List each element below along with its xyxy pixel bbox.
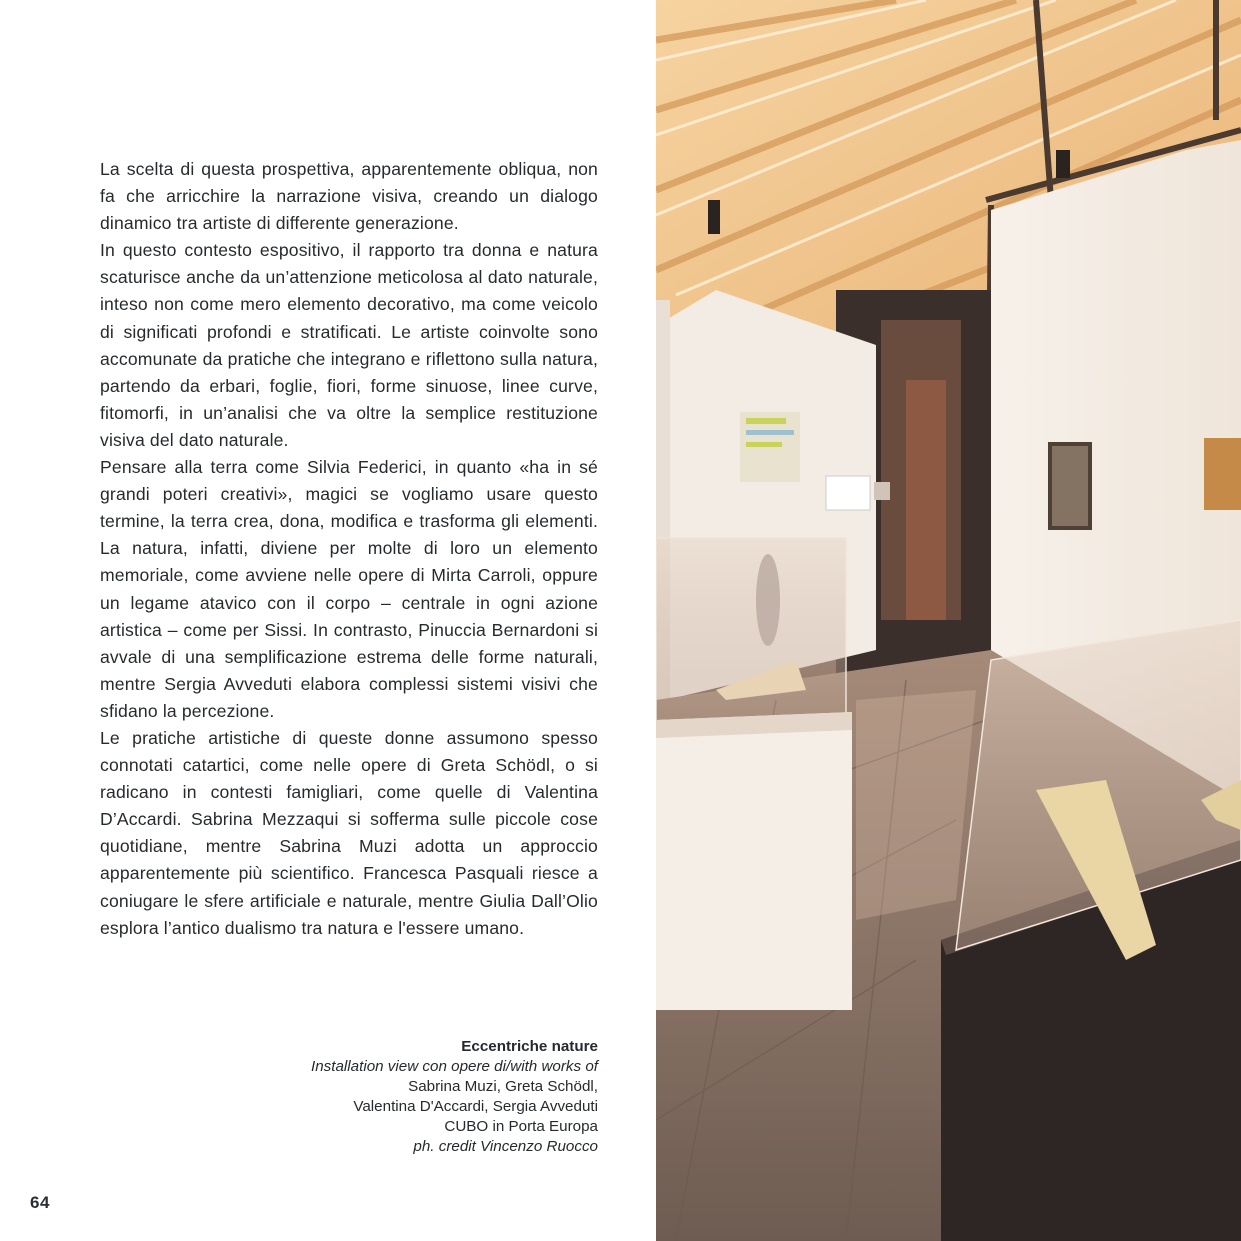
caption-line-artists-1: Sabrina Muzi, Greta Schödl, (408, 1078, 598, 1095)
caption-line-credit: ph. credit Vincenzo Ruocco (413, 1138, 598, 1155)
page-number: 64 (30, 1193, 50, 1212)
photo-caption (178, 1037, 598, 1157)
installation-photo (656, 0, 1241, 1241)
body-text-column (100, 156, 598, 942)
glass-case-small (656, 538, 846, 728)
body-paragraph-1: La scelta di questa prospettiva, apparentemente obliqua, non fa che arricchire la narrazione visiva, creando un dialogo dinamico tra artiste di differente generazione. (100, 159, 598, 234)
caption-line-artists-2: Valentina D'Accardi, Sergia Avveduti (353, 1098, 598, 1115)
pedestal-small (656, 712, 852, 1010)
spotlight (708, 200, 720, 234)
artwork-orange (1204, 438, 1241, 510)
caption-line-works: Installation view con opere di/with works of (310, 1058, 598, 1075)
caption-line-venue: CUBO in Porta Europa (444, 1118, 598, 1135)
installation-photo-illustration (656, 0, 1241, 1241)
caption-title: Eccentriche nature (461, 1038, 598, 1055)
body-paragraph-3: Pensare alla terra come Silvia Federici, in quanto «ha in sé grandi poteri creativi», magici se vogliamo usare questo termine, la terra crea, dona, modifica e trasforma gli elementi. La natura, infatti, diviene per molte di loro un elemento memoriale, come avviene nelle opere di Mirta Carroli, oppure un legame atavico con il corpo – centrale in ogni azione artistica – come per Sissi. In contrasto, Pinuccia Bernardoni si avvale di una semplificazione estrema delle forme naturali, mentre Sergia Avveduti elabora complessi sistemi visivi che sfidano la percezione. (100, 457, 598, 721)
body-paragraph-2: In questo contesto espositivo, il rapporto tra donna e natura scaturisce anche da un’attenzione meticolosa al dato naturale, inteso non come mero elemento decorativo, ma come veicolo di significati profondi e stratificati. Le artiste coinvolte sono accomunate da pratiche che integrano e riflettono sulla natura, partendo da erbari, foglie, fiori, forme sinuose, linee curve, fitomorfi, in un’analisi che va oltre la semplice restituzione visiva del dato naturale. (100, 240, 598, 450)
body-paragraph-4: Le pratiche artistiche di queste donne assumono spesso connotati catartici, come nelle opere di Greta Schödl, o si radicano in contesti famigliari, come quelle di Valentina D’Accardi. Sabrina Mezzaqui si sofferma sulle piccole cose quotidiane, mentre Sabrina Muzi adotta un approccio apparentemente più scientifico. Francesca Pasquali riesce a coniugare le sfere artificiale e naturale, mentre Giulia Dall’Olio esplora l’antico dualismo tra natura e l'essere umano. (100, 727, 598, 938)
